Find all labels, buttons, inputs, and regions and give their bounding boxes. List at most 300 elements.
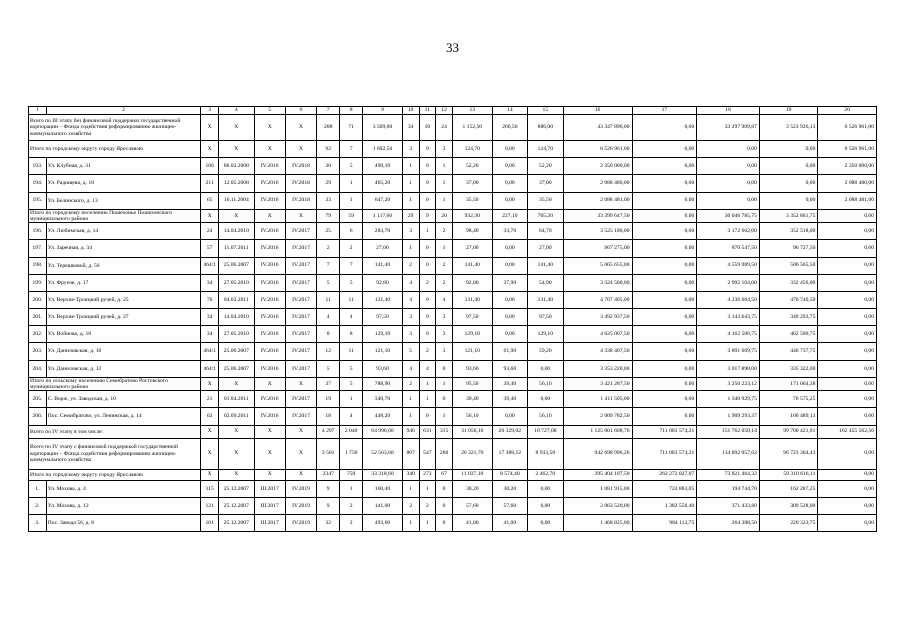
table-cell: X <box>219 115 255 141</box>
table-cell: 349 293,75 <box>759 309 817 326</box>
table-cell: 0,00 <box>759 141 817 158</box>
table-cell: 64 996,60 <box>363 425 403 438</box>
table-cell: IV.2016 <box>254 309 285 326</box>
table-cell: 0,00 <box>632 291 697 308</box>
table-cell: X <box>219 469 255 480</box>
table-cell: 0,00 <box>818 480 877 497</box>
summary-row <box>29 469 877 480</box>
table-cell: 33 399 647,50 <box>563 209 632 222</box>
table-cell: 984 112,75 <box>632 515 697 532</box>
address-cell: Ул. Мохова, д. 12 <box>46 497 201 514</box>
table-row <box>29 175 877 192</box>
table-row <box>29 480 877 497</box>
table-cell: X <box>254 377 285 390</box>
table-cell: 4 <box>317 309 340 326</box>
table-cell: 227,10 <box>492 209 528 222</box>
table-cell: 1 411 505,00 <box>563 391 632 408</box>
table-cell: 0,00 <box>818 291 877 308</box>
table-cell: 196. <box>29 223 47 240</box>
table-cell: 0,00 <box>492 309 528 326</box>
table-cell: 11 037,10 <box>452 469 492 480</box>
table-cell: 54,90 <box>528 274 564 291</box>
table-cell: IV.2016 <box>254 408 285 425</box>
table-cell: 0,00 <box>528 391 564 408</box>
table-cell: 97,50 <box>528 309 564 326</box>
table-cell: 0,00 <box>697 141 760 158</box>
table-cell: 0,00 <box>528 515 564 532</box>
table-cell: 43 347 896,00 <box>563 115 632 141</box>
column-header: 4 <box>219 107 255 115</box>
table-cell: 3 501 <box>317 438 340 469</box>
table-cell: 2 462,70 <box>528 469 564 480</box>
table-cell: 16.11.2004 <box>219 192 255 209</box>
table-cell: 1 125 001 608,76 <box>563 425 632 438</box>
table-cell: 211 <box>201 175 219 192</box>
address-cell: Ул. Терешковой, д. 56 <box>46 257 201 274</box>
table-cell: 2 009 782,50 <box>563 408 632 425</box>
table-cell: 4 559 089,50 <box>697 257 760 274</box>
table-cell: 0,00 <box>632 360 697 377</box>
table-cell: 121 <box>201 497 219 514</box>
table-cell: IV.2016 <box>254 343 285 360</box>
address-cell: Ул. Верхне-Троицкий ручей, д. 25 <box>46 291 201 308</box>
table-cell: 52,20 <box>452 158 492 175</box>
table-cell: 1 <box>402 158 419 175</box>
table-cell: 2347 <box>317 469 340 480</box>
table-cell: 59,20 <box>528 343 564 360</box>
table-cell: 129,10 <box>528 326 564 343</box>
table-cell: 0,00 <box>632 223 697 240</box>
table-cell: 464/1 <box>201 360 219 377</box>
table-cell: 0,00 <box>818 257 877 274</box>
table-cell: 0 <box>419 240 436 257</box>
table-cell: 1 <box>419 515 436 532</box>
table-cell: 6 <box>340 223 363 240</box>
table-cell: IV.2016 <box>254 326 285 343</box>
table-cell: 11 <box>340 291 363 308</box>
table-cell: 01.04.2011 <box>219 391 255 408</box>
table-cell: 4 <box>436 291 453 308</box>
table-cell: 203. <box>29 343 47 360</box>
table-cell: X <box>285 209 316 222</box>
table-cell: X <box>285 469 316 480</box>
table-cell: 446 737,75 <box>759 343 817 360</box>
table-cell: 0,00 <box>632 192 697 209</box>
table-cell: 0,00 <box>818 438 877 469</box>
table-cell: 35,50 <box>528 192 564 209</box>
table-cell: X <box>201 141 219 158</box>
table-cell: 56,10 <box>452 408 492 425</box>
table-cell: 870 547,50 <box>697 240 760 257</box>
table-cell: 37,00 <box>528 175 564 192</box>
table-cell: 30,20 <box>452 480 492 497</box>
table-cell: 5 <box>317 274 340 291</box>
table-cell: 14.04.2010 <box>219 223 255 240</box>
address-cell: Ул. Даниловская, д. 12 <box>46 360 201 377</box>
table-cell: 493,60 <box>363 515 403 532</box>
table-cell: 788,90 <box>363 377 403 390</box>
table-cell: 37 <box>317 377 340 390</box>
table-cell: 6 526 961,00 <box>818 115 877 141</box>
summary-row <box>29 115 877 141</box>
table-cell: 932,30 <box>452 209 492 222</box>
table-cell: 0,00 <box>759 158 817 175</box>
table-cell: 8 574,40 <box>492 469 528 480</box>
table-cell: 0 <box>419 141 436 158</box>
table-cell: 0,00 <box>632 343 697 360</box>
table-cell: 3 <box>402 141 419 158</box>
table-cell: 4 <box>340 408 363 425</box>
table-cell: 2 <box>436 257 453 274</box>
table-cell: 2 350 000,00 <box>818 158 877 175</box>
table-cell: 0,00 <box>818 343 877 360</box>
table-cell: 92,80 <box>452 274 492 291</box>
table-cell: 3 <box>436 309 453 326</box>
table-cell: 3 <box>436 141 453 158</box>
table-cell: X <box>285 425 316 438</box>
table-cell: 59 310 616,11 <box>759 469 817 480</box>
table-cell: 1 909 293,37 <box>697 408 760 425</box>
table-cell: 34 <box>201 274 219 291</box>
column-header: 14 <box>492 107 528 115</box>
table-cell: 2 088 480,00 <box>563 175 632 192</box>
table-cell: IV.2018 <box>285 192 316 209</box>
table-cell: 160,40 <box>363 480 403 497</box>
table-cell: 62 <box>201 408 219 425</box>
table-cell: 3 172 662,00 <box>697 223 760 240</box>
table-cell: 5 <box>317 360 340 377</box>
summary-row <box>29 425 877 438</box>
table-cell: 0,00 <box>632 274 697 291</box>
table-cell: 0 <box>436 360 453 377</box>
table-cell: 340,70 <box>363 391 403 408</box>
table-cell: 2 088 481,00 <box>563 192 632 209</box>
table-cell: 3 525 180,00 <box>563 223 632 240</box>
table-cell: 0,00 <box>818 326 877 343</box>
table-cell: 12.05.2008 <box>219 175 255 192</box>
table-cell: 0 <box>419 175 436 192</box>
table-cell: 204. <box>29 360 47 377</box>
table-cell: 10 727,08 <box>528 425 564 438</box>
table-cell: IV.2017 <box>285 291 316 308</box>
table-cell: 1 081 915,00 <box>563 480 632 497</box>
table-cell: 1 117,60 <box>363 209 403 222</box>
table-cell: IV.2017 <box>285 326 316 343</box>
table-cell: 61,90 <box>492 343 528 360</box>
table-cell: IV.2017 <box>285 274 316 291</box>
table-cell: IV.2016 <box>254 274 285 291</box>
table-cell: 97,50 <box>452 309 492 326</box>
table-cell: 7 <box>340 257 363 274</box>
table-cell: 9 <box>317 480 340 497</box>
table-cell: 208 <box>317 115 340 141</box>
table-cell: 2 088 481,00 <box>818 192 877 209</box>
table-cell: 35,50 <box>452 192 492 209</box>
table-cell: IV.2019 <box>285 515 316 532</box>
table-cell: 4 <box>402 360 419 377</box>
table-cell: 3 017 898,00 <box>697 360 760 377</box>
table-cell: 34 <box>201 326 219 343</box>
table-cell: 490,10 <box>363 158 403 175</box>
table-cell: 25 <box>317 223 340 240</box>
table-cell: IV.2017 <box>285 408 316 425</box>
table-cell: 283,70 <box>363 223 403 240</box>
table-cell: IV.2016 <box>254 192 285 209</box>
table-row <box>29 274 877 291</box>
table-cell: 27,00 <box>528 240 564 257</box>
summary-label: Всего по III этапу без финансовой поддержки государственной корпорации – Фонда содействия реформированию жилищно-коммунального хозяйства <box>29 115 201 141</box>
table-cell: 647,20 <box>363 192 403 209</box>
table-cell: 124,70 <box>452 141 492 158</box>
table-row <box>29 192 877 209</box>
table-cell: X <box>201 438 219 469</box>
table-cell: IV.2017 <box>285 343 316 360</box>
table-cell: 11 <box>340 343 363 360</box>
table-cell: 129,10 <box>363 326 403 343</box>
table-cell: 18 <box>317 408 340 425</box>
table-cell: X <box>285 141 316 158</box>
table-cell: 25.06.2007 <box>219 343 255 360</box>
table-cell: 25.12.2007 <box>219 497 255 514</box>
table-cell: 967 275,00 <box>563 240 632 257</box>
table-cell: 9 <box>317 497 340 514</box>
table-cell: 0,00 <box>528 480 564 497</box>
table-cell: X <box>219 209 255 222</box>
summary-row <box>29 141 877 158</box>
table-cell: 0,00 <box>818 274 877 291</box>
table-cell: 141,00 <box>363 497 403 514</box>
table-cell: 0,00 <box>632 391 697 408</box>
table-cell: 3 353 220,00 <box>563 360 632 377</box>
table-cell: 11 <box>317 291 340 308</box>
column-header: 9 <box>363 107 403 115</box>
table-cell: 0,00 <box>818 469 877 480</box>
table-cell: IV.2016 <box>254 240 285 257</box>
table-cell: 202. <box>29 326 47 343</box>
summary-label: Итого по городскому округу городу Ярославлю <box>29 469 201 480</box>
table-cell: X <box>254 438 285 469</box>
table-cell: IV.2017 <box>285 391 316 408</box>
summary-label: Итого по сельскому поселению Семибратово Ростовского муниципального района <box>29 377 201 390</box>
column-header: 11 <box>419 107 436 115</box>
address-cell: Ул. Войнова, д. 18 <box>46 326 201 343</box>
table-cell: 0,00 <box>632 141 697 158</box>
table-cell: IV.2016 <box>254 391 285 408</box>
table-cell: 06.03.2008 <box>219 158 255 175</box>
table-cell: 0,00 <box>818 497 877 514</box>
table-cell: 93,60 <box>452 360 492 377</box>
column-header: 12 <box>436 107 453 115</box>
table-cell: 340 <box>402 469 419 480</box>
table-cell: 194. <box>29 175 47 192</box>
table-cell: 2 350 000,00 <box>563 158 632 175</box>
table-cell: 2 088 480,00 <box>818 175 877 192</box>
table-cell: 3 <box>436 326 453 343</box>
table-cell: 547 <box>419 438 436 469</box>
table-cell: IV.2018 <box>285 175 316 192</box>
table-cell: 4 338 407,50 <box>563 343 632 360</box>
table-cell: 52 563,60 <box>363 438 403 469</box>
summary-label: Всего по IV этапу в том числе: <box>29 425 201 438</box>
table-cell: 4 <box>402 274 419 291</box>
table-cell: 1 <box>402 391 419 408</box>
table-cell: 27.05.2010 <box>219 326 255 343</box>
column-header: 7 <box>317 107 340 115</box>
table-cell: 141,40 <box>528 257 564 274</box>
table-cell: 1 <box>402 175 419 192</box>
column-header: 6 <box>285 107 316 115</box>
table-cell: 0,00 <box>492 326 528 343</box>
table-cell: IV.2017 <box>285 360 316 377</box>
table-cell: 0,00 <box>818 209 877 222</box>
table-cell: 67 <box>436 469 453 480</box>
table-cell: 946 <box>402 425 419 438</box>
table-cell: 0 <box>436 515 453 532</box>
table-cell: 11.07.2011 <box>219 240 255 257</box>
table-cell: 1 <box>340 480 363 497</box>
table-cell: 6 526 961,00 <box>563 141 632 158</box>
table-cell: 24 <box>201 223 219 240</box>
table-cell: 465,20 <box>363 175 403 192</box>
table-cell: 0,00 <box>528 497 564 514</box>
table-cell: X <box>219 425 255 438</box>
table-cell: 3 891 669,75 <box>697 343 760 360</box>
table-cell: X <box>254 425 285 438</box>
table-cell: 200. <box>29 291 47 308</box>
table-cell: 2 063 520,00 <box>563 497 632 514</box>
table-cell: 1 <box>402 515 419 532</box>
table-cell: 1 <box>340 192 363 209</box>
table-cell: 1 <box>402 480 419 497</box>
table-cell: 2 <box>419 274 436 291</box>
table-cell: 65 <box>201 192 219 209</box>
table-cell: 1 <box>436 408 453 425</box>
table-cell: 21 <box>201 391 219 408</box>
table-cell: 1 <box>419 480 436 497</box>
table-cell: 98,40 <box>452 223 492 240</box>
table-cell: 0,00 <box>492 141 528 158</box>
table-cell: 97,50 <box>363 309 403 326</box>
table-cell: 0,00 <box>697 192 760 209</box>
table-cell: 4 236 664,50 <box>697 291 760 308</box>
table-cell: 4 <box>402 291 419 308</box>
table-cell: 39,40 <box>492 377 528 390</box>
table-cell: 0,00 <box>492 408 528 425</box>
table-row <box>29 309 877 326</box>
table-cell: 34 <box>201 309 219 326</box>
table-cell: 448,20 <box>363 408 403 425</box>
table-cell: 56,10 <box>528 408 564 425</box>
table-cell: 1 382 558,40 <box>632 497 697 514</box>
table-cell: 30 046 785,75 <box>697 209 760 222</box>
table-cell: 24 <box>436 115 453 141</box>
table-row <box>29 257 877 274</box>
table-row <box>29 391 877 408</box>
table-cell: 0,00 <box>632 257 697 274</box>
table-cell: 262 272 027,07 <box>632 469 697 480</box>
table-cell: 1 <box>436 192 453 209</box>
table-cell: 1 <box>436 175 453 192</box>
table-cell: III.2017 <box>254 497 285 514</box>
table-cell: 0,00 <box>492 291 528 308</box>
table-cell: 17 388,12 <box>492 438 528 469</box>
table-cell: 129,10 <box>452 326 492 343</box>
table-cell: X <box>219 141 255 158</box>
address-cell: Ул. Верхне-Троицкий ручей, д. 27 <box>46 309 201 326</box>
table-cell: 194 744,70 <box>697 480 760 497</box>
table-cell: 3 143 643,75 <box>697 309 760 326</box>
table-cell: 8 <box>317 326 340 343</box>
table-cell: 96 727,50 <box>759 240 817 257</box>
table-header-row <box>29 107 877 115</box>
table-cell: 2 <box>340 497 363 514</box>
table-cell: 0 <box>436 391 453 408</box>
summary-row <box>29 438 877 469</box>
column-header: 18 <box>697 107 760 115</box>
table-row <box>29 343 877 360</box>
table-cell: IV.2016 <box>254 175 285 192</box>
table-cell: X <box>219 438 255 469</box>
table-cell: X <box>254 469 285 480</box>
table-cell: 166 <box>201 158 219 175</box>
table-cell: 27.05.2010 <box>219 274 255 291</box>
table-cell: 1 602,50 <box>363 141 403 158</box>
table-cell: 3 250 223,12 <box>697 377 760 390</box>
table-cell: 1 <box>419 391 436 408</box>
table-cell: 0,00 <box>759 192 817 209</box>
table-cell: 2 <box>317 240 340 257</box>
table-cell: 0,00 <box>632 326 697 343</box>
column-header: 17 <box>632 107 697 115</box>
table-cell: 131,40 <box>452 291 492 308</box>
table-cell: 64,70 <box>528 223 564 240</box>
table-cell: 371 433,60 <box>697 497 760 514</box>
table-cell: 57,60 <box>492 497 528 514</box>
table-cell: 57,60 <box>452 497 492 514</box>
table-cell: 12 <box>317 343 340 360</box>
table-cell: 195. <box>29 192 47 209</box>
table-cell: 93,60 <box>363 360 403 377</box>
column-header: 19 <box>759 107 817 115</box>
table-cell: 0,00 <box>632 175 697 192</box>
table-cell: 4 <box>340 309 363 326</box>
summary-row <box>29 209 877 222</box>
table-cell: 1 <box>436 377 453 390</box>
table-cell: 332 456,00 <box>759 274 817 291</box>
column-header: 5 <box>254 107 285 115</box>
table-cell: 57 <box>201 240 219 257</box>
table-cell: 30,20 <box>492 480 528 497</box>
column-header: 2 <box>46 107 201 115</box>
table-cell: 4 <box>419 360 436 377</box>
table-cell: 0,00 <box>492 240 528 257</box>
summary-label: Итого по городскому округу городу Ярославлю <box>29 141 201 158</box>
table-cell: 19 <box>317 391 340 408</box>
table-cell: 205. <box>29 391 47 408</box>
table-cell: 29 <box>317 175 340 192</box>
table-cell: 0 <box>436 497 453 514</box>
table-cell: 2. <box>29 497 47 514</box>
table-row <box>29 408 877 425</box>
table-cell: 7 <box>317 257 340 274</box>
table-cell: X <box>285 377 316 390</box>
table-cell: 0,00 <box>528 360 564 377</box>
table-cell: 20 <box>436 209 453 222</box>
table-cell: 33,70 <box>492 223 528 240</box>
table-cell: IV.2019 <box>285 480 316 497</box>
table-cell: 0,00 <box>818 377 877 390</box>
table-cell: 1 152,50 <box>452 115 492 141</box>
